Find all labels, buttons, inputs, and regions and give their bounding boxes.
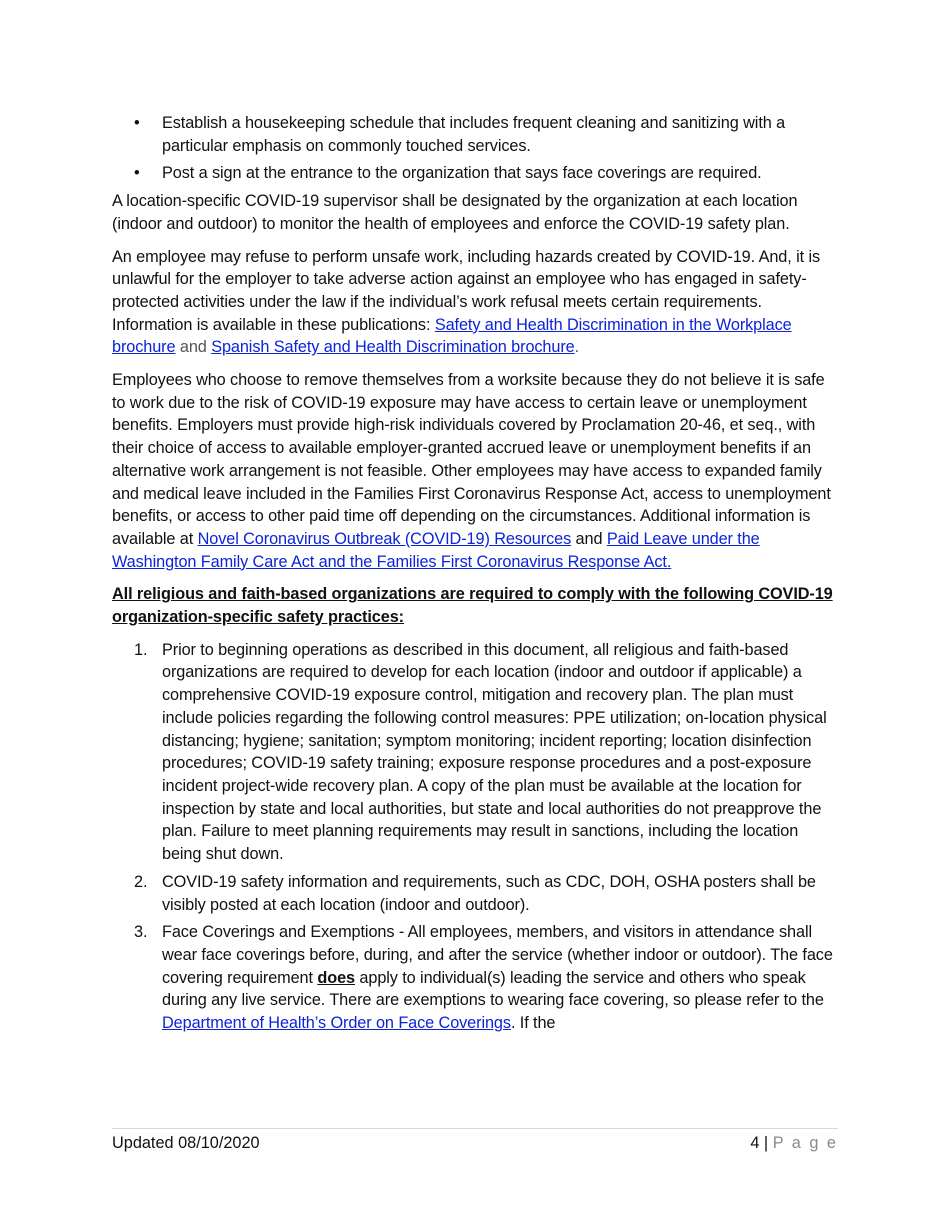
page-number: 4 [750,1134,760,1152]
item-number: 1. [134,640,148,659]
emphasis-text: does [317,968,355,987]
page-footer [112,1128,838,1152]
section-heading: All religious and faith-based organizations are required to comply with the following COVID-19 organization-specific safety practices: [112,585,833,627]
paragraph-text: An employee may refuse to perform unsafe work, including hazards created by COVID-19. And, it is unlawful for the employer to take adverse action against an employee who has engaged in safety-protected activities under the law if the individual’s work refusal meets certain requirements. Information is available in these publications: [112,247,821,334]
unsafe-work-paragraph [112,246,840,360]
item-text: Face Coverings and Exemptions - All employees, members, and visitors in attendance shall wear face coverings before, during, and after the service (whether indoor or outdoor). The face covering requirement [162,923,833,987]
supervisor-paragraph: A location-specific COVID-19 supervisor shall be designated by the organization at each location (indoor and outdoor) to monitor the health of employees and enforce the COVID-19 safety plan. [112,192,798,233]
discrimination-brochure-link[interactable]: Safety and Health Discrimination in the Workplace brochure [112,315,792,357]
conjunction-text: and [571,529,607,548]
bullet-list [112,112,840,185]
list-item [112,871,840,916]
page-indicator [750,1132,838,1154]
item-number: 3. [134,923,148,942]
page-separator: | [759,1134,773,1152]
conjunction-text: and [175,338,212,357]
paid-leave-link[interactable]: Paid Leave under the Washington Family Care Act and the Families First Coronavirus Response Act. [112,529,760,571]
item-text: . If the [510,1014,556,1033]
bullet-icon: • [134,114,140,132]
leave-benefits-paragraph [112,369,840,573]
spanish-brochure-link[interactable]: Spanish Safety and Health Discrimination brochure [211,338,575,357]
numbered-list [112,639,840,1035]
paragraph-text: Employees who choose to remove themselves from a worksite because they do not believe it is safe to work due to the risk of COVID-19 exposure may have access to certain leave or unemployment benefits. Employers must provide high-risk individuals covered by Proclamation 20-46, et seq., with their choice of access to available employer-granted accrued leave or unemployment benefits if an alternative work arrangement is not feasible. Other employees may have access to expanded family and medical leave included in the Families First Coronavirus Response Act, access to unemployment benefits, or access to other paid time off depending on the circumstances. Additional information is available at [112,371,831,548]
coronavirus-resources-link[interactable]: Novel Coronavirus Outbreak (COVID-19) Resources [197,529,572,548]
page-label: P a g e [772,1134,838,1152]
list-item [112,921,840,1035]
bullet-icon: • [134,164,140,183]
bullet-text: Post a sign at the entrance to the organization that says face coverings are required. [162,164,762,183]
list-item [112,162,840,185]
item-text: Prior to beginning operations as described in this document, all religious and faith-based organizations are required to develop for each location (indoor and outdoor if applicable) a comprehensive COVID-19 exposure control, mitigation and recovery plan. The plan must include policies regarding the following control measures: PPE utilization; on-location physical distancing; hygiene; sanitation; symptom monitoring; incident reporting; location disinfection procedures; COVID-19 safety training; exposure response procedures and a post-exposure incident project-wide recovery plan. A copy of the plan must be available at the location for inspection by state and local authorities, but state and local authorities do not preapprove the plan. Failure to meet planning requirements may result in sanctions, including the location being shut down. [162,640,827,864]
face-coverings-order-link[interactable]: Department of Health’s Order on Face Coverings [162,1014,511,1033]
list-item [112,112,840,157]
item-text: COVID-19 safety information and requirements, such as CDC, DOH, OSHA posters shall be visibly posted at each location (indoor and outdoor). [162,872,816,914]
updated-date: Updated 08/10/2020 [112,1134,260,1152]
page-content [112,112,840,1040]
item-number: 2. [134,872,148,891]
item-text: apply to individual(s) leading the service and others who speak during any live service. There are exemptions to wearing face covering, so please refer to the [162,968,824,1010]
list-item [112,639,840,866]
bullet-text: Establish a housekeeping schedule that includes frequent cleaning and sanitizing with a particular emphasis on commonly touched services. [162,114,786,155]
period-text: . [574,338,580,357]
